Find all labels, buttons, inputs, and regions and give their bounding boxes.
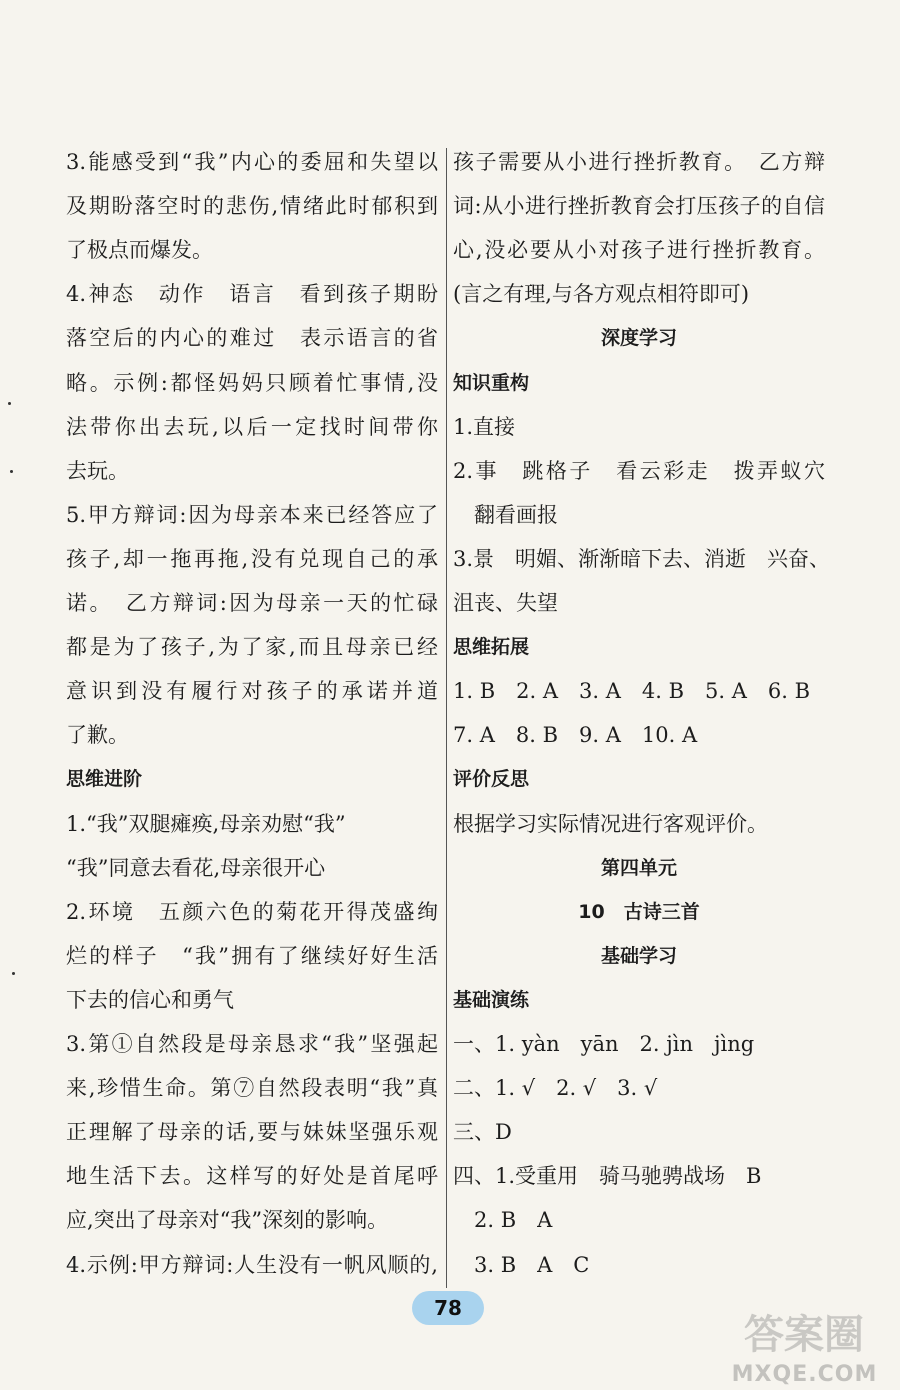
answer-line: 来,珍惜生命。第⑦自然段表明“我”真 xyxy=(66,1076,438,1101)
answer-line: 意识到没有履行对孩子的承诺并道 xyxy=(66,679,438,704)
answer-line: 5.甲方辩词:因为母亲本来已经答应了 xyxy=(66,502,438,527)
answer-line: 地生活下去。这样写的好处是首尾呼 xyxy=(66,1164,438,1189)
answer-line: 三、D xyxy=(453,1120,512,1145)
answer-line: 4.神态 动作 语言 看到孩子期盼 xyxy=(66,282,438,307)
answer-line: 四、1.受重用 骑马驰骋战场 B xyxy=(453,1164,762,1189)
page-number: 78 xyxy=(412,1291,484,1325)
scan-speck xyxy=(8,402,11,405)
answer-line: 2.环境 五颜六色的菊花开得茂盛绚 xyxy=(66,899,438,924)
answer-line: 下去的信心和勇气 xyxy=(66,987,234,1012)
section-heading: 评价反思 xyxy=(453,768,530,791)
watermark-url: MXQE.COM xyxy=(731,1362,878,1387)
answer-line: 沮丧、失望 xyxy=(453,591,558,615)
answer-line: 1. B 2. A 3. A 4. B 5. A 6. B xyxy=(453,679,811,704)
answer-line: 去玩。 xyxy=(66,458,129,483)
answer-line: 2.事 跳格子 看云彩走 拨弄蚁穴 xyxy=(453,458,825,483)
answer-line: 烂的样子 “我”拥有了继续好好生活 xyxy=(66,943,438,968)
answer-line: 略。示例:都怪妈妈只顾着忙事情,没 xyxy=(66,370,438,395)
answer-line: 3.第①自然段是母亲恳求“我”坚强起 xyxy=(66,1032,438,1056)
watermark-logo-text: 答案圈 xyxy=(744,1312,864,1358)
answer-line: 心,没必要从小对孩子进行挫折教育。 xyxy=(453,238,825,263)
answer-line: 1.“我”双腿瘫痪,母亲劝慰“我” xyxy=(66,811,346,836)
answer-line: 孩子,却一拖再拖,没有兑现自己的承 xyxy=(66,546,438,571)
answer-line: 了歉。 xyxy=(66,723,129,748)
answer-line: 词:从小进行挫折教育会打压孩子的自信 xyxy=(453,194,825,219)
answer-line: 4.示例:甲方辩词:人生没有一帆风顺的, xyxy=(66,1252,438,1277)
answer-line: 落空后的内心的难过 表示语言的省 xyxy=(66,326,438,351)
answer-line: (言之有理,与各方观点相符即可) xyxy=(453,282,750,307)
answer-line: 一、1. yàn yān 2. jìn jìng xyxy=(453,1032,755,1056)
answer-line: 翻看画报 xyxy=(453,502,558,527)
scan-speck xyxy=(12,972,15,975)
watermark-logo xyxy=(712,1312,897,1387)
answer-line: 法带你出去玩,以后一定找时间带你 xyxy=(66,414,438,439)
section-heading: 10 古诗三首 xyxy=(578,900,700,923)
section-heading: 深度学习 xyxy=(600,327,677,350)
answer-line: 3.景 明媚、渐渐暗下去、消逝 兴奋、 xyxy=(453,546,831,571)
section-heading: 第四单元 xyxy=(600,856,677,879)
answer-line: 诺。 乙方辩词:因为母亲一天的忙碌 xyxy=(66,591,438,615)
section-heading: 基础演练 xyxy=(453,988,530,1011)
answer-line: 根据学习实际情况进行客观评价。 xyxy=(453,811,768,836)
answer-line: 正理解了母亲的话,要与妹妹坚强乐观 xyxy=(66,1120,438,1145)
answer-line: 二、1. √ 2. √ 3. √ xyxy=(453,1076,658,1101)
answer-line: 及期盼落空时的悲伤,情绪此时郁积到 xyxy=(66,194,438,219)
scan-speck xyxy=(10,470,13,473)
answer-line: 7. A 8. B 9. A 10. A xyxy=(453,723,698,748)
section-heading: 知识重构 xyxy=(453,371,530,394)
column-divider xyxy=(446,148,447,1288)
answer-line: 都是为了孩子,为了家,而且母亲已经 xyxy=(66,635,438,660)
answer-line: 孩子需要从小进行挫折教育。 乙方辩 xyxy=(453,150,825,174)
section-heading: 思维拓展 xyxy=(453,636,530,659)
answer-line: 1.直接 xyxy=(453,414,516,439)
answer-line: 了极点而爆发。 xyxy=(66,238,213,263)
answer-line: 3. B A C xyxy=(453,1252,590,1277)
section-heading: 基础学习 xyxy=(600,944,677,967)
section-heading: 思维进阶 xyxy=(66,768,143,791)
answer-line: “我”同意去看花,母亲很开心 xyxy=(66,855,326,880)
answer-line: 3.能感受到“我”内心的委屈和失望以 xyxy=(66,150,438,174)
answer-line: 应,突出了母亲对“我”深刻的影响。 xyxy=(66,1208,389,1233)
answer-line: 2. B A xyxy=(453,1208,553,1233)
